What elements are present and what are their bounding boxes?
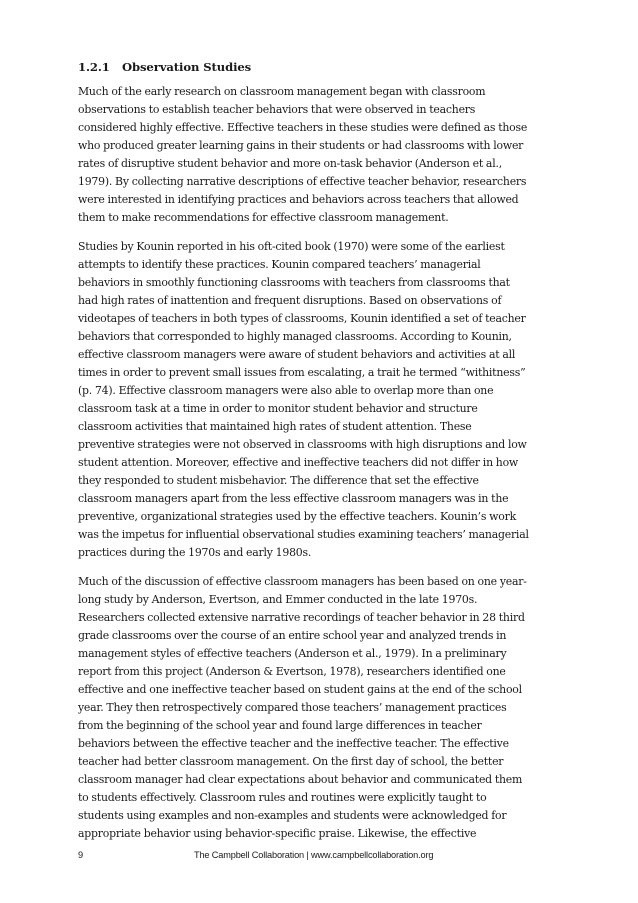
text-line: students using examples and non-examples and students were acknowledged for bbox=[78, 809, 507, 822]
text-line: to students effectively. Classroom rules and routines were explicitly taught to bbox=[78, 791, 487, 804]
text-line: observations to establish teacher behaviors that were observed in teachers bbox=[78, 103, 476, 116]
text-line: were interested in identifying practices and behaviors across teachers that allowed bbox=[78, 193, 519, 206]
footer-text: The Campbell Collaboration | www.campbellcollaboration.org bbox=[194, 850, 434, 860]
body-text bbox=[78, 83, 558, 843]
page-number: 9 bbox=[78, 850, 84, 860]
text-line: videotapes of teachers in both types of classrooms, Kounin identified a set of teacher bbox=[78, 312, 526, 325]
text-line: behaviors between the effective teacher and the ineffective teacher. The effective bbox=[78, 737, 509, 750]
text-line: preventive strategies were not observed in classrooms with high disruptions and low bbox=[78, 438, 527, 451]
text-line: teacher had better classroom management. On the first day of school, the better bbox=[78, 755, 504, 768]
text-line: considered highly effective. Effective teachers in these studies were defined as those bbox=[78, 121, 528, 134]
text-line: rates of disruptive student behavior and more on-task behavior (Anderson et al., bbox=[78, 157, 502, 170]
section-heading bbox=[78, 58, 558, 76]
text-line: times in order to prevent small issues from escalating, a trait he termed “withitness” bbox=[78, 366, 526, 379]
text-line: year. They then retrospectively compared those teachers’ management practices bbox=[78, 701, 507, 714]
text-line: classroom task at a time in order to monitor student behavior and structure bbox=[78, 402, 478, 415]
text-line: Studies by Kounin reported in his oft-cited book (1970) were some of the earliest bbox=[78, 240, 505, 253]
text-line: they responded to student misbehavior. The difference that set the effective bbox=[78, 474, 479, 487]
text-line: effective and one ineffective teacher based on student gains at the end of the school bbox=[78, 683, 522, 696]
text-line: (p. 74). Effective classroom managers were also able to overlap more than one bbox=[78, 384, 494, 397]
text-line: behaviors in smoothly functioning classrooms with teachers from classrooms that bbox=[78, 276, 510, 289]
text-line: long study by Anderson, Evertson, and Emmer conducted in the late 1970s. bbox=[78, 593, 478, 606]
text-line: from the beginning of the school year and found large differences in teacher bbox=[78, 719, 482, 732]
text-line: who produced greater learning gains in their students or had classrooms with lower bbox=[78, 139, 524, 152]
page-footer bbox=[78, 847, 538, 863]
text-line: 1979). By collecting narrative descriptions of effective teacher behavior, researchers bbox=[78, 175, 527, 188]
paragraph bbox=[78, 238, 558, 562]
text-line: management styles of effective teachers (Anderson et al., 1979). In a preliminary bbox=[78, 647, 507, 660]
text-line: them to make recommendations for effective classroom management. bbox=[78, 211, 449, 224]
text-line: report from this project (Anderson & Evertson, 1978), researchers identified one bbox=[78, 665, 506, 678]
text-line: classroom activities that maintained high rates of student attention. These bbox=[78, 420, 472, 433]
text-line: was the impetus for influential observational studies examining teachers’ managerial bbox=[78, 528, 529, 541]
section-number: 1.2.1 bbox=[78, 60, 110, 74]
section-title: Observation Studies bbox=[122, 60, 252, 74]
text-line: grade classrooms over the course of an entire school year and analyzed trends in bbox=[78, 629, 507, 642]
text-line: classroom managers apart from the less effective classroom managers was in the bbox=[78, 492, 509, 505]
text-line: practices during the 1970s and early 1980s. bbox=[78, 546, 312, 559]
text-line: Much of the discussion of effective classroom managers has been based on one year- bbox=[78, 575, 527, 588]
text-line: attempts to identify these practices. Kounin compared teachers’ managerial bbox=[78, 258, 481, 271]
text-line: behaviors that corresponded to highly managed classrooms. According to Kounin, bbox=[78, 330, 512, 343]
paragraph bbox=[78, 83, 558, 227]
text-line: Much of the early research on classroom management began with classroom bbox=[78, 85, 486, 98]
text-line: preventive, organizational strategies used by the effective teachers. Kounin’s work bbox=[78, 510, 516, 523]
document-page bbox=[78, 58, 558, 854]
text-line: appropriate behavior using behavior-specific praise. Likewise, the effective bbox=[78, 827, 477, 840]
text-line: classroom manager had clear expectations about behavior and communicated them bbox=[78, 773, 523, 786]
text-line: Researchers collected extensive narrative recordings of teacher behavior in 28 third bbox=[78, 611, 525, 624]
paragraph bbox=[78, 573, 558, 843]
text-line: effective classroom managers were aware of student behaviors and activities at all bbox=[78, 348, 516, 361]
text-line: had high rates of inattention and frequent disruptions. Based on observations of bbox=[78, 294, 502, 307]
text-line: student attention. Moreover, effective and ineffective teachers did not differ in how bbox=[78, 456, 519, 469]
